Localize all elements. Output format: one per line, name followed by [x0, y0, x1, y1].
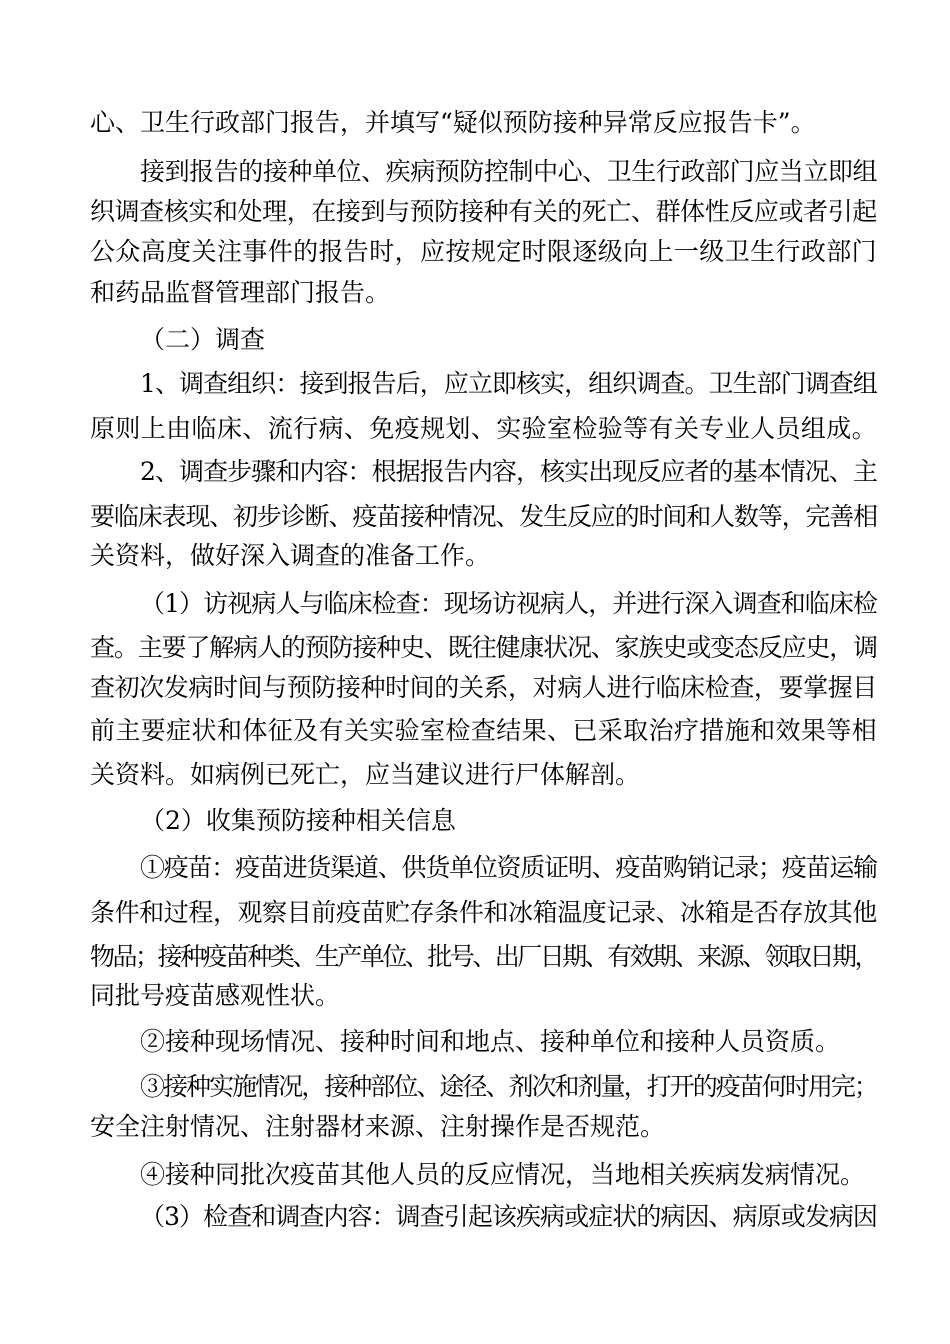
text-line-content: 关资料，做好深入调查的准备工作。 — [90, 541, 491, 570]
text-line — [90, 757, 877, 793]
text-line — [90, 670, 877, 706]
text-line — [90, 630, 877, 666]
text-line-content: 查初次发病时间与预防接种时间的关系，对病人进行临床检查，要掌握目 — [90, 673, 877, 702]
text-line-content: （3）检查和调查内容：调查引起该疾病或症状的病因、病原或发病因 — [140, 1202, 878, 1231]
text-line — [140, 366, 877, 402]
text-line — [140, 803, 877, 839]
text-line — [90, 499, 877, 535]
text-line — [140, 154, 877, 190]
text-line — [90, 713, 877, 749]
text-line — [90, 1109, 877, 1145]
text-line — [140, 850, 877, 886]
text-line-content: 查。主要了解病人的预防接种史、既往健康状况、家族史或变态反应史，调 — [90, 633, 877, 662]
text-line-content: 和药品监督管理部门报告。 — [90, 278, 391, 307]
text-line — [140, 586, 877, 622]
text-line — [140, 1157, 877, 1193]
text-line-content: 物品；接种疫苗种类、生产单位、批号、出厂日期、有效期、来源、领取日期， — [90, 942, 877, 971]
text-line — [90, 411, 877, 447]
text-line-content: 条件和过程，观察目前疫苗贮存条件和冰箱温度记录、冰箱是否存放其他 — [90, 898, 877, 927]
text-line-content: （二）调查 — [140, 325, 266, 354]
text-line-content: 1、调查组织：接到报告后，应立即核实，组织调查。卫生部门调查组 — [140, 369, 878, 398]
text-line-content: 2、调查步骤和内容：根据报告内容，核实出现反应者的基本情况、主 — [140, 457, 878, 486]
text-line-content: 织调查核实和处理，在接到与预防接种有关的死亡、群体性反应或者引起 — [90, 197, 877, 226]
text-line-content: 同批号疫苗感观性状。 — [90, 981, 341, 1010]
text-line — [90, 105, 877, 141]
text-line-content: 前主要症状和体征及有关实验室检查结果、已采取治疗措施和效果等相 — [90, 716, 878, 745]
text-line — [90, 895, 877, 931]
text-line-content: ②接种现场情况、接种时间和地点、接种单位和接种人员资质。 — [140, 1027, 841, 1056]
text-line — [90, 275, 877, 311]
text-line — [90, 194, 877, 230]
text-line-content: 公众高度关注事件的报告时，应按规定时限逐级向上一级卫生行政部门 — [90, 237, 878, 266]
text-line-content: 关资料。如病例已死亡，应当建议进行尸体解剖。 — [90, 760, 641, 789]
text-line-content: 原则上由临床、流行病、免疫规划、实验室检验等有关专业人员组成。 — [90, 414, 878, 443]
text-line — [140, 1199, 877, 1235]
text-line-content: 要临床表现、初步诊断、疫苗接种情况、发生反应的时间和人数等，完善相 — [90, 502, 877, 531]
text-line-content: 安全注射情况、注射器材来源、注射操作是否规范。 — [90, 1112, 666, 1141]
text-line — [140, 322, 877, 358]
text-line-content: ①疫苗：疫苗进货渠道、供货单位资质证明、疫苗购销记录；疫苗运输 — [140, 853, 877, 882]
text-line-content: ④接种同批次疫苗其他人员的反应情况，当地相关疾病发病情况。 — [140, 1160, 866, 1189]
text-line-content: 心、卫生行政部门报告，并填写“疑似预防接种异常反应报告卡”。 — [90, 108, 816, 137]
text-line — [90, 978, 877, 1014]
text-line — [90, 939, 877, 975]
text-line — [140, 454, 877, 490]
text-line — [90, 538, 877, 574]
text-line-content: 接到报告的接种单位、疾病预防控制中心、卫生行政部门应当立即组 — [140, 157, 878, 186]
text-line-content: （2）收集预防接种相关信息 — [140, 806, 456, 835]
text-line — [90, 234, 877, 270]
text-line-content: ③接种实施情况，接种部位、途径、剂次和剂量，打开的疫苗何时用完； — [140, 1072, 877, 1101]
text-line — [140, 1024, 877, 1060]
text-line-content: （1）访视病人与临床检查：现场访视病人，并进行深入调查和临床检 — [140, 589, 878, 618]
text-line — [140, 1069, 877, 1105]
